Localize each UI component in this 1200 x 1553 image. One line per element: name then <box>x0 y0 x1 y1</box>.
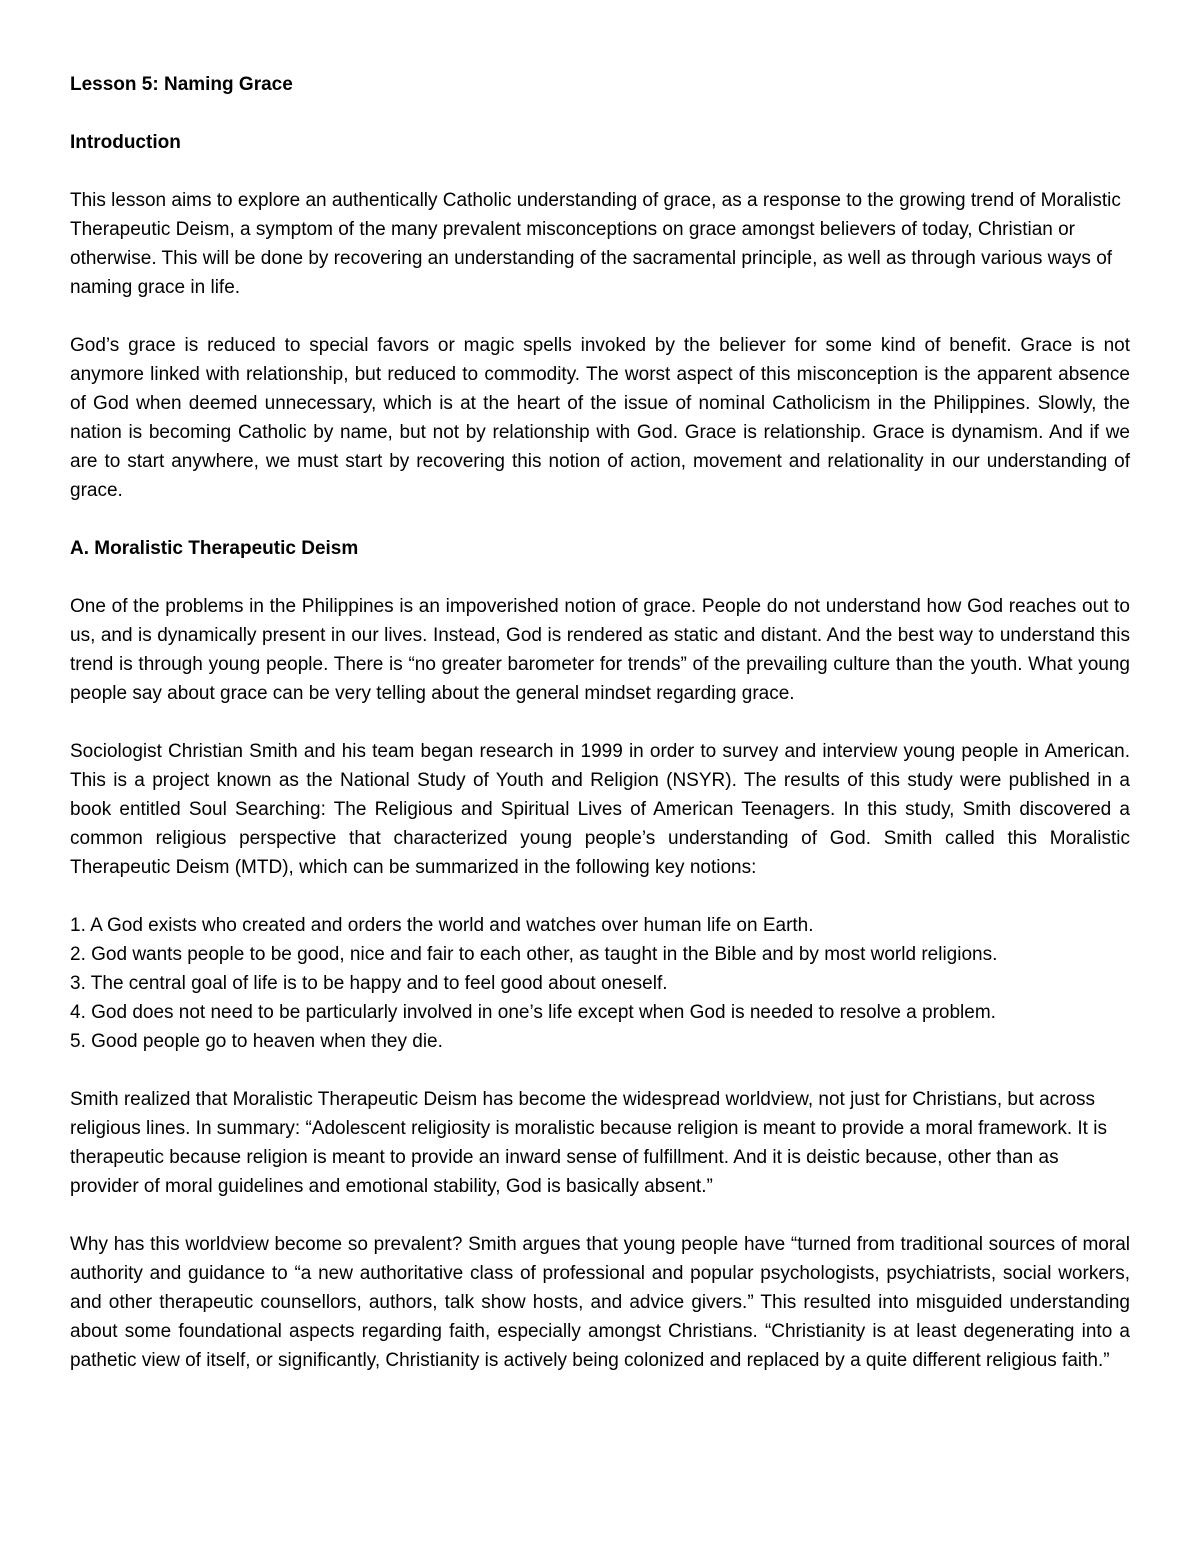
section-a-paragraph-4: Why has this worldview become so prevalent? Smith argues that young people have “turned from traditional sources of moral authority and guidance to “a new authoritative class of professional and popular psychologists, psychiatrists, social workers, and other therapeutic counsellors, authors, talk show hosts, and advice givers.” This resulted into misguided understanding about some foundational aspects regarding faith, especially amongst Christians. “Christianity is at least degenerating into a pathetic view of itself, or significantly, Christianity is actively being colonized and replaced by a quite different religious faith.” <box>70 1234 1130 1371</box>
intro-paragraph-2: God’s grace is reduced to special favors or magic spells invoked by the believer for some kind of benefit. Grace is not anymore linked with relationship, but reduced to commodity. The worst aspect of this misconception is the apparent absence of God when deemed unnecessary, which is at the heart of the issue of nominal Catholicism in the Philippines. Slowly, the nation is becoming Catholic by name, but not by relationship with God. Grace is relationship. Grace is dynamism. And if we are to start anywhere, we must start by recovering this notion of action, movement and relationality in our understanding of grace. <box>70 335 1130 501</box>
list-item: 2. God wants people to be good, nice and fair to each other, as taught in the Bible and by most world religions. <box>70 944 998 965</box>
document-page <box>70 70 1130 1404</box>
list-item: 5. Good people go to heaven when they die. <box>70 1031 443 1052</box>
section-a-paragraph-1: One of the problems in the Philippines is an impoverished notion of grace. People do not understand how God reaches out to us, and is dynamically present in our lives. Instead, God is rendered as static and distant. And the best way to understand this trend is through young people. There is “no greater barometer for trends” of the prevailing culture than the youth. What young people say about grace can be very telling about the general mindset regarding grace. <box>70 596 1130 704</box>
intro-paragraph-1: This lesson aims to explore an authentically Catholic understanding of grace, as a response to the growing trend of Moralistic Therapeutic Deism, a symptom of the many prevalent misconceptions on grace amongst believers of today, Christian or otherwise. This will be done by recovering an understanding of the sacramental principle, as well as through various ways of naming grace in life. <box>70 190 1121 298</box>
mtd-notions-list <box>70 911 1130 1056</box>
section-a-paragraph-2: Sociologist Christian Smith and his team began research in 1999 in order to survey and interview young people in American. This is a project known as the National Study of Youth and Religion (NSYR). The results of this study were published in a book entitled Soul Searching: The Religious and Spiritual Lives of American Teenagers. In this study, Smith discovered a common religious perspective that characterized young people’s understanding of God. Smith called this Moralistic Therapeutic Deism (MTD), which can be summarized in the following key notions: <box>70 741 1130 878</box>
introduction-heading: Introduction <box>70 132 181 153</box>
section-a-heading: A. Moralistic Therapeutic Deism <box>70 538 359 559</box>
lesson-title: Lesson 5: Naming Grace <box>70 74 293 95</box>
section-a-paragraph-3: Smith realized that Moralistic Therapeutic Deism has become the widespread worldview, not just for Christians, but across religious lines. In summary: “Adolescent religiosity is moralistic because religion is meant to provide a moral framework. It is therapeutic because religion is meant to provide an inward sense of fulfillment. And it is deistic because, other than as provider of moral guidelines and emotional stability, God is basically absent.” <box>70 1089 1107 1197</box>
list-item: 1. A God exists who created and orders the world and watches over human life on Earth. <box>70 915 814 936</box>
list-item: 3. The central goal of life is to be happy and to feel good about oneself. <box>70 973 668 994</box>
list-item: 4. God does not need to be particularly involved in one’s life except when God is needed to resolve a problem. <box>70 1002 996 1023</box>
